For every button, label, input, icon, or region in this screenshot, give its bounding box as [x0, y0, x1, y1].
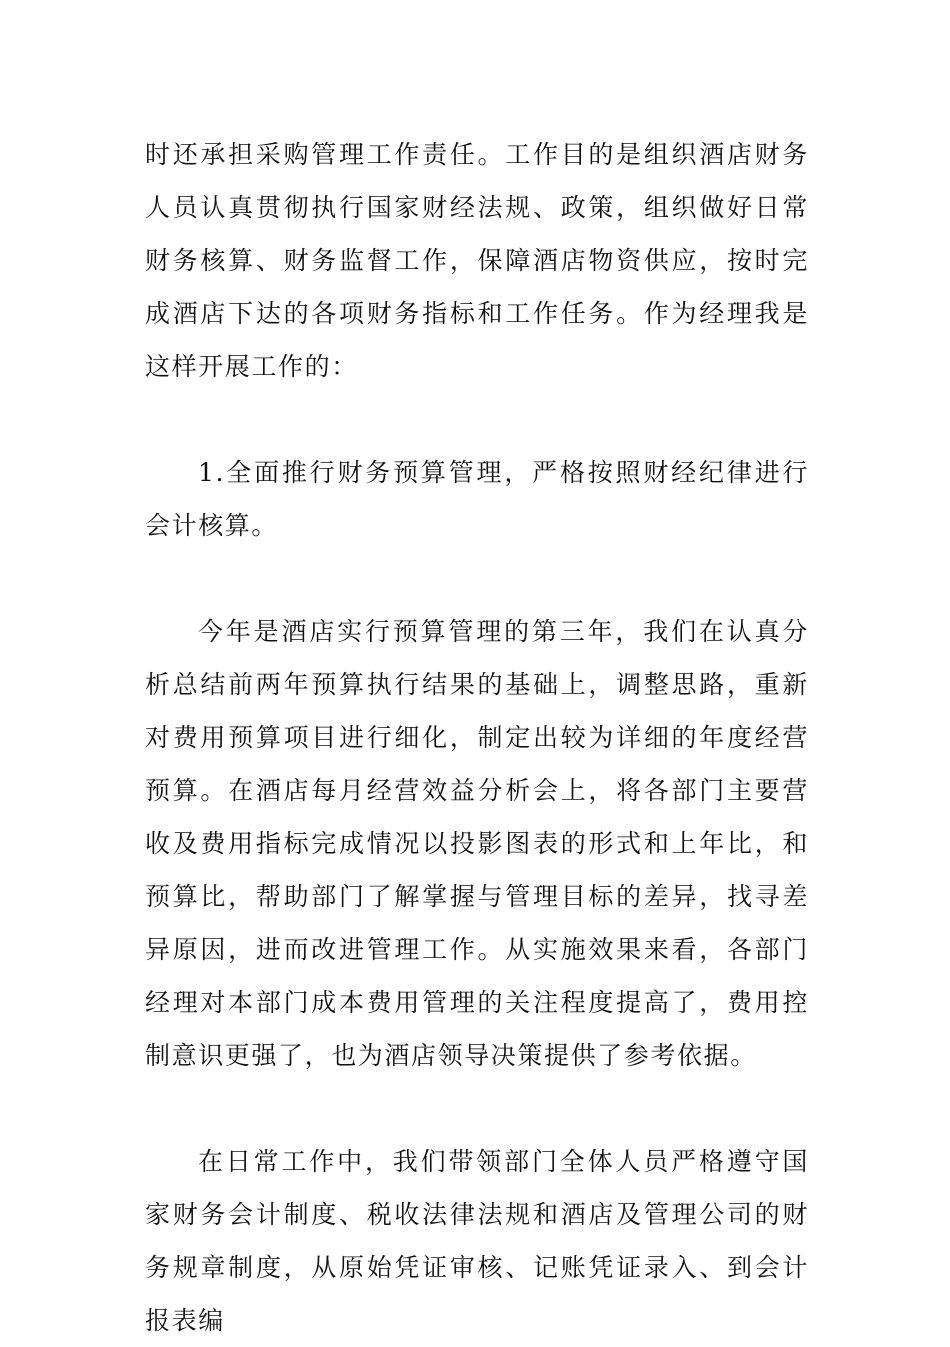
- paragraph-daily-work: 在日常工作中，我们带领部门全体人员严格遵守国家财务会计制度、税收法律法规和酒店及管理公司的财务规章制度，从原始凭证审核、记账凭证录入、到会计报表编: [145, 1147, 809, 1335]
- paragraph-spacer: [145, 552, 809, 605]
- document-body: [145, 128, 809, 1347]
- paragraph-intro: 时还承担采购管理工作责任。工作目的是组织酒店财务人员认真贯彻执行国家财经法规、政策，组织做好日常财务核算、财务监督工作，保障酒店物资供应，按时完成酒店下达的各项财务指标和工作任务。作为经理我是这样开展工作的：: [145, 140, 809, 381]
- paragraph-spacer: [145, 393, 809, 446]
- paragraph-spacer: [145, 1082, 809, 1135]
- paragraph-section-heading: 1.全面推行财务预算管理，严格按照财经纪律进行会计核算。: [145, 458, 809, 540]
- paragraph-budget-management: 今年是酒店实行预算管理的第三年，我们在认真分析总结前两年预算执行结果的基础上，调整思路，重新对费用预算项目进行细化，制定出较为详细的年度经营预算。在酒店每月经营效益分析会上，将各部门主要营收及费用指标完成情况以投影图表的形式和上年比，和预算比，帮助部门了解掌握与管理目标的差异，找寻差异原因，进而改进管理工作。从实施效果来看，各部门经理对本部门成本费用管理的关注程度提高了，费用控制意识更强了，也为酒店领导决策提供了参考依据。: [145, 617, 809, 1070]
